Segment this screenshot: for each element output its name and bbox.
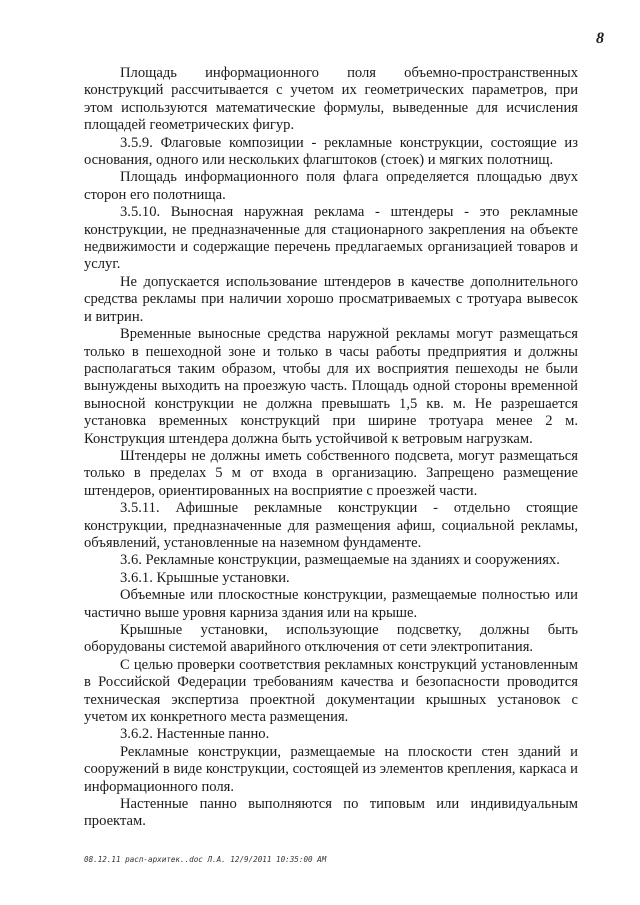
page-number: 8 xyxy=(596,30,604,47)
paragraph-wall-panel-projects: Настенные панно выполняются по типовым или индивидуальным проектам. xyxy=(84,796,578,830)
paragraph-info-field-area: Площадь информационного поля объемно-пространственных конструкций рассчитывается с учетом их геометрических параметров, при этом используются математические формулы, выведенные для исчисления площадей геометрических фигур. xyxy=(84,65,578,134)
paragraph-roof-lighting: Крышные установки, использующие подсветку, должны быть оборудованы системой аварийного отключения от сети электропитания. xyxy=(84,622,578,656)
paragraph-3-6: 3.6. Рекламные конструкции, размещаемые на зданиях и сооружениях. xyxy=(120,552,560,569)
paragraph-3-6-1: 3.6.1. Крышные установки. xyxy=(120,569,290,586)
document-footer: 08.12.11 pacп-архитек..doc Л.А. 12/9/2011 10:35:00 AM xyxy=(84,855,327,864)
paragraph-3-6-2: 3.6.2. Настенные панно. xyxy=(120,726,270,743)
paragraph-flag-area: Площадь информационного поля флага определяется площадью двух сторон его полотнища. xyxy=(84,169,578,203)
paragraph-shtender-lighting: Штендеры не должны иметь собственного подсвета, могут размещаться только в пределах 5 м от входа в организацию. Запрещено размещение штендеров, ориентированных на восприятие с проезжей части. xyxy=(84,447,578,499)
paragraph-shtender-restriction: Не допускается использование штендеров в качестве дополнительного средства рекламы при наличии хорошо просматриваемых с тротуара вывесок и витрин. xyxy=(84,273,578,325)
paragraph-3-5-11: 3.5.11. Афишные рекламные конструкции - отдельно стоящие конструкции, предназначенные для размещения афиш, социальной рекламы, объявлений, установленные на наземном фундаменте. xyxy=(84,500,578,551)
document-body xyxy=(84,65,578,831)
paragraph-roof-expertise: С целью проверки соответствия рекламных конструкций установленным в Российской Федерации требованиям качества и безопасности проводится техническая экспертиза проектной документации крышных установок с учетом их конкретного места размещения. xyxy=(84,656,578,726)
paragraph-3-5-10: 3.5.10. Выносная наружная реклама - штендеры - это рекламные конструкции, не предназначенные для стационарного закрепления на объекте недвижимости и содержащие перечень предлагаемых организацией товаров и услуг. xyxy=(84,204,578,273)
paragraph-temporary-structures: Временные выносные средства наружной рекламы могут размещаться только в пешеходной зоне и только в часы работы предприятия и должны располагаться таким образом, чтобы для их восприятия пешеходы не были вынуждены выходить на проезжую часть. Площадь одной стороны временной выносной конструкции не должна превышать 1,5 кв. м. Не разрешается установка временных конструкций при ширине тротуара менее 2 м. Конструкция штендера должна быть устойчивой к ветровым нагрузкам. xyxy=(84,326,578,447)
paragraph-3-5-9: 3.5.9. Флаговые композиции - рекламные конструкции, состоящие из основания, одного или нескольких флагштоков (стоек) и мягких полотнищ. xyxy=(84,134,578,169)
paragraph-roof-definition: Объемные или плоскостные конструкции, размещаемые полностью или частично выше уровня карниза здания или на крыше. xyxy=(84,587,578,621)
paragraph-wall-panel-definition: Рекламные конструкции, размещаемые на плоскости стен зданий и сооружений в виде конструкции, состоящей из элементов крепления, каркаса и информационного поля. xyxy=(84,743,578,795)
